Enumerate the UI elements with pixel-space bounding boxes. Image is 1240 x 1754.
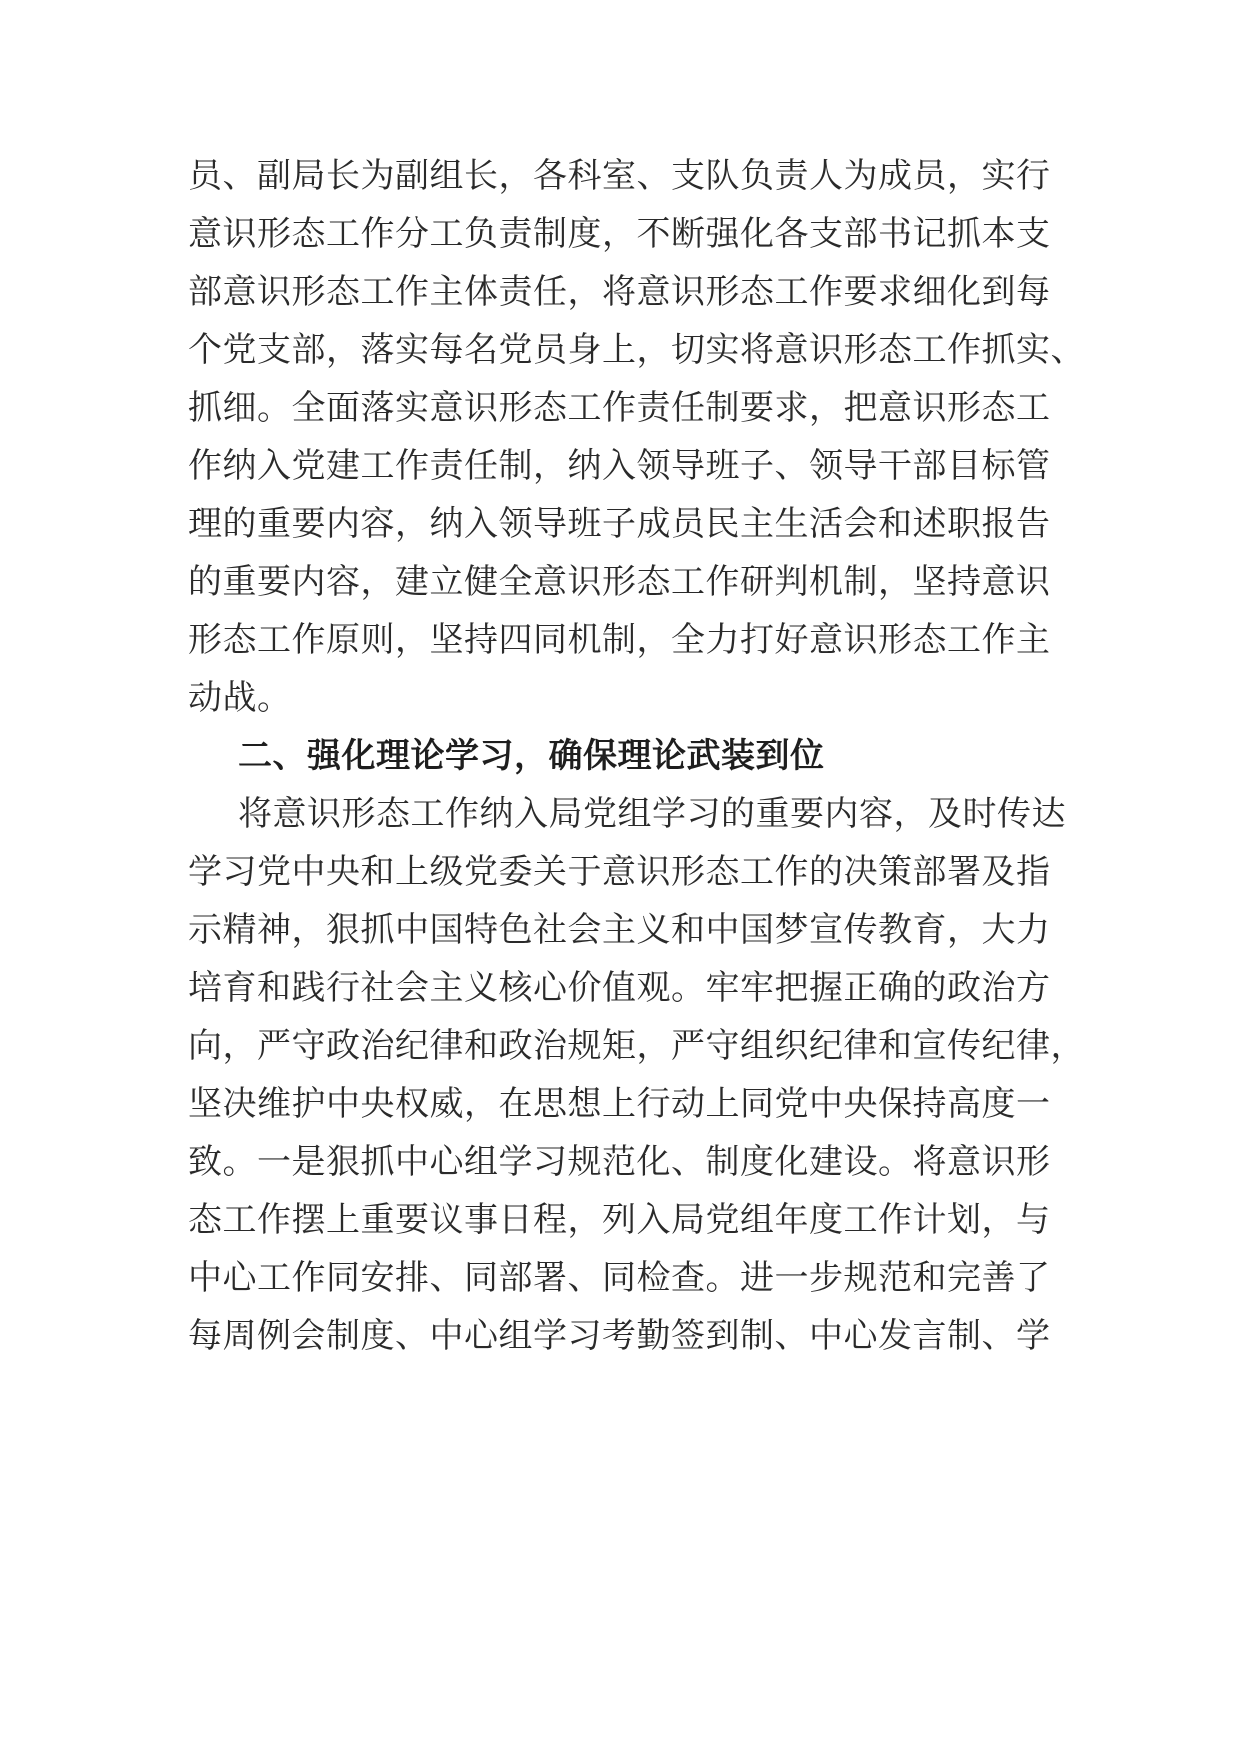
paragraph-line: 意识形态工作分工负责制度，不断强化各支部书记抓本支 (188, 214, 1051, 254)
paragraph-line: 向，严守政治纪律和政治规矩，严守组织纪律和宣传纪律， (188, 1026, 1085, 1066)
paragraph-line: 抓细。全面落实意识形态工作责任制要求，把意识形态工 (188, 388, 1051, 428)
paragraph-line: 学习党中央和上级党委关于意识形态工作的决策部署及指 (188, 852, 1051, 892)
section-heading: 二、强化理论学习，确保理论武装到位 (238, 736, 825, 776)
paragraph-line: 个党支部，落实每名党员身上，切实将意识形态工作抓实、 (188, 330, 1085, 370)
paragraph-line: 示精神，狠抓中国特色社会主义和中国梦宣传教育，大力 (188, 910, 1051, 950)
paragraph-line: 中心工作同安排、同部署、同检查。进一步规范和完善了 (188, 1258, 1051, 1298)
paragraph-line: 动战。 (188, 678, 292, 718)
paragraph-line: 员、副局长为副组长，各科室、支队负责人为成员，实行 (188, 156, 1051, 196)
paragraph-line: 将意识形态工作纳入局党组学习的重要内容，及时传达 (238, 794, 1066, 834)
paragraph-line: 部意识形态工作主体责任，将意识形态工作要求细化到每 (188, 272, 1051, 312)
paragraph-line: 态工作摆上重要议事日程，列入局党组年度工作计划，与 (188, 1200, 1051, 1240)
paragraph-line: 培育和践行社会主义核心价值观。牢牢把握正确的政治方 (188, 968, 1051, 1008)
paragraph-line: 形态工作原则，坚持四同机制，全力打好意识形态工作主 (188, 620, 1051, 660)
paragraph-line: 理的重要内容，纳入领导班子成员民主生活会和述职报告 (188, 504, 1051, 544)
paragraph-line: 作纳入党建工作责任制，纳入领导班子、领导干部目标管 (188, 446, 1051, 486)
paragraph-line: 每周例会制度、中心组学习考勤签到制、中心发言制、学 (188, 1316, 1051, 1356)
paragraph-line: 坚决维护中央权威，在思想上行动上同党中央保持高度一 (188, 1084, 1051, 1124)
paragraph-line: 致。一是狠抓中心组学习规范化、制度化建设。将意识形 (188, 1142, 1051, 1182)
paragraph-line: 的重要内容，建立健全意识形态工作研判机制，坚持意识 (188, 562, 1051, 602)
